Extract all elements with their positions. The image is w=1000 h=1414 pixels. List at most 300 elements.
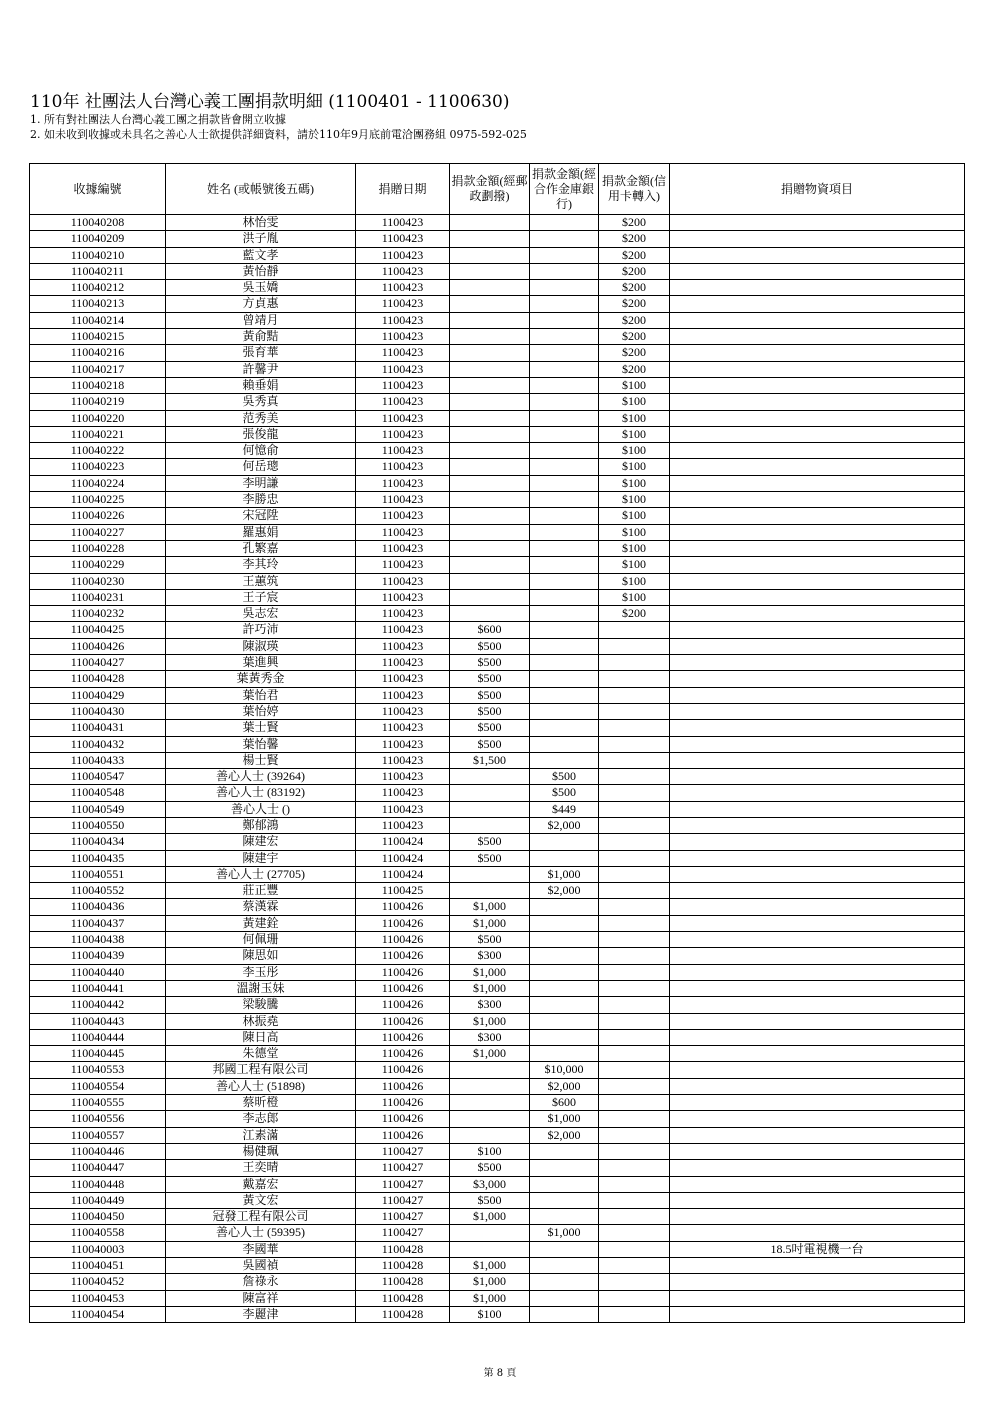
receipt-number-cell: 110040554 xyxy=(30,1078,166,1094)
donated-items-cell xyxy=(670,1029,965,1045)
donated-items-cell: 18.5吋電視機一台 xyxy=(670,1241,965,1257)
receipt-number-cell: 110040213 xyxy=(30,296,166,312)
donation-date-cell: 1100427 xyxy=(356,1225,450,1241)
table-row xyxy=(30,752,965,768)
table-row xyxy=(30,557,965,573)
donated-items-cell xyxy=(670,426,965,442)
donor-name-cell: 吳國禎 xyxy=(166,1258,356,1274)
table-row xyxy=(30,312,965,328)
donor-name-cell: 孔繁嘉 xyxy=(166,540,356,556)
table-row xyxy=(30,1029,965,1045)
bank-amount-cell xyxy=(530,377,599,393)
donated-items-cell xyxy=(670,410,965,426)
postal-amount-cell: $600 xyxy=(450,622,530,638)
table-row xyxy=(30,540,965,556)
bank-amount-cell xyxy=(530,655,599,671)
bank-amount-cell xyxy=(530,443,599,459)
table-row xyxy=(30,1046,965,1062)
donor-name-cell: 葉怡婷 xyxy=(166,703,356,719)
receipt-number-cell: 110040443 xyxy=(30,1013,166,1029)
card-amount-cell xyxy=(599,671,670,687)
donated-items-cell xyxy=(670,915,965,931)
donation-date-cell: 1100423 xyxy=(356,443,450,459)
donated-items-cell xyxy=(670,1013,965,1029)
postal-amount-cell: $1,000 xyxy=(450,1290,530,1306)
table-row xyxy=(30,1258,965,1274)
table-row xyxy=(30,573,965,589)
bank-amount-cell xyxy=(530,622,599,638)
donated-items-cell xyxy=(670,377,965,393)
receipt-number-cell: 110040003 xyxy=(30,1241,166,1257)
card-amount-cell xyxy=(599,850,670,866)
donated-items-cell xyxy=(670,1111,965,1127)
donor-name-cell: 賴垂娟 xyxy=(166,377,356,393)
receipt-number-cell: 110040223 xyxy=(30,459,166,475)
bank-amount-cell: $1,000 xyxy=(530,866,599,882)
card-amount-cell: $100 xyxy=(599,492,670,508)
donated-items-cell xyxy=(670,1209,965,1225)
donor-name-cell: 朱德堂 xyxy=(166,1046,356,1062)
postal-amount-cell xyxy=(450,801,530,817)
card-amount-cell: $100 xyxy=(599,377,670,393)
postal-amount-cell: $500 xyxy=(450,1160,530,1176)
bank-amount-cell xyxy=(530,964,599,980)
card-amount-cell xyxy=(599,1029,670,1045)
bank-amount-cell xyxy=(530,834,599,850)
donated-items-cell xyxy=(670,817,965,833)
donation-date-cell: 1100423 xyxy=(356,215,450,231)
table-row xyxy=(30,247,965,263)
donated-items-cell xyxy=(670,475,965,491)
receipt-number-cell: 110040216 xyxy=(30,345,166,361)
card-amount-cell xyxy=(599,899,670,915)
receipt-number-cell: 110040447 xyxy=(30,1160,166,1176)
donor-name-cell: 善心人士 () xyxy=(166,801,356,817)
table-row xyxy=(30,703,965,719)
donated-items-cell xyxy=(670,524,965,540)
donor-name-cell: 李勝忠 xyxy=(166,492,356,508)
card-amount-cell: $200 xyxy=(599,361,670,377)
postal-amount-cell xyxy=(450,1111,530,1127)
donation-date-cell: 1100426 xyxy=(356,1013,450,1029)
receipt-number-cell: 110040224 xyxy=(30,475,166,491)
receipt-number-cell: 110040446 xyxy=(30,1143,166,1159)
card-amount-cell xyxy=(599,1225,670,1241)
bank-amount-cell: $2,000 xyxy=(530,1078,599,1094)
donor-name-cell: 王奕晴 xyxy=(166,1160,356,1176)
postal-amount-cell xyxy=(450,866,530,882)
donated-items-cell xyxy=(670,752,965,768)
receipt-number-cell: 110040212 xyxy=(30,280,166,296)
bank-amount-cell xyxy=(530,231,599,247)
postal-amount-cell: $500 xyxy=(450,638,530,654)
donated-items-cell xyxy=(670,1160,965,1176)
bank-amount-cell: $2,000 xyxy=(530,817,599,833)
donation-date-cell: 1100423 xyxy=(356,801,450,817)
donation-date-cell: 1100424 xyxy=(356,834,450,850)
donor-name-cell: 楊健珮 xyxy=(166,1143,356,1159)
card-amount-cell: $100 xyxy=(599,459,670,475)
donation-date-cell: 1100423 xyxy=(356,508,450,524)
table-row xyxy=(30,426,965,442)
receipt-number-cell: 110040221 xyxy=(30,426,166,442)
card-amount-cell xyxy=(599,622,670,638)
bank-amount-cell xyxy=(530,1176,599,1192)
card-amount-cell: $100 xyxy=(599,475,670,491)
col-postal-amount: 捐款金額(經郵政劃撥) xyxy=(450,164,530,215)
table-row xyxy=(30,459,965,475)
table-row xyxy=(30,964,965,980)
col-bank-amount: 捐款金額(經合作金庫銀行) xyxy=(530,164,599,215)
bank-amount-cell xyxy=(530,426,599,442)
donation-date-cell: 1100423 xyxy=(356,736,450,752)
bank-amount-cell xyxy=(530,459,599,475)
receipt-number-cell: 110040429 xyxy=(30,687,166,703)
donation-date-cell: 1100426 xyxy=(356,932,450,948)
document-header xyxy=(30,92,970,142)
table-row xyxy=(30,655,965,671)
card-amount-cell: $100 xyxy=(599,508,670,524)
receipt-number-cell: 110040219 xyxy=(30,394,166,410)
card-amount-cell xyxy=(599,769,670,785)
donor-name-cell: 戴嘉宏 xyxy=(166,1176,356,1192)
bank-amount-cell xyxy=(530,312,599,328)
bank-amount-cell xyxy=(530,280,599,296)
postal-amount-cell xyxy=(450,817,530,833)
receipt-number-cell: 110040222 xyxy=(30,443,166,459)
table-row xyxy=(30,932,965,948)
donor-name-cell: 李明謙 xyxy=(166,475,356,491)
donation-date-cell: 1100423 xyxy=(356,606,450,622)
receipt-number-cell: 110040209 xyxy=(30,231,166,247)
donor-name-cell: 冠發工程有限公司 xyxy=(166,1209,356,1225)
donated-items-cell xyxy=(670,687,965,703)
bank-amount-cell xyxy=(530,508,599,524)
table-row xyxy=(30,1225,965,1241)
table-row xyxy=(30,687,965,703)
table-row xyxy=(30,769,965,785)
card-amount-cell xyxy=(599,915,670,931)
donor-name-cell: 善心人士 (83192) xyxy=(166,785,356,801)
postal-amount-cell xyxy=(450,215,530,231)
receipt-number-cell: 110040448 xyxy=(30,1176,166,1192)
donation-date-cell: 1100423 xyxy=(356,312,450,328)
card-amount-cell xyxy=(599,638,670,654)
card-amount-cell: $200 xyxy=(599,263,670,279)
card-amount-cell: $100 xyxy=(599,410,670,426)
donation-date-cell: 1100423 xyxy=(356,817,450,833)
receipt-number-cell: 110040230 xyxy=(30,573,166,589)
donor-name-cell: 蔡昕橙 xyxy=(166,1095,356,1111)
table-row xyxy=(30,329,965,345)
donor-name-cell: 江素滿 xyxy=(166,1127,356,1143)
receipt-number-cell: 110040454 xyxy=(30,1306,166,1322)
donor-name-cell: 李國華 xyxy=(166,1241,356,1257)
donation-date-cell: 1100427 xyxy=(356,1209,450,1225)
table-row xyxy=(30,948,965,964)
table-row xyxy=(30,638,965,654)
bank-amount-cell xyxy=(530,361,599,377)
table-row xyxy=(30,720,965,736)
donated-items-cell xyxy=(670,345,965,361)
donor-name-cell: 張俊龍 xyxy=(166,426,356,442)
receipt-number-cell: 110040214 xyxy=(30,312,166,328)
table-row xyxy=(30,622,965,638)
donor-name-cell: 范秀美 xyxy=(166,410,356,426)
donated-items-cell xyxy=(670,671,965,687)
donation-date-cell: 1100423 xyxy=(356,638,450,654)
bank-amount-cell xyxy=(530,1258,599,1274)
bank-amount-cell: $10,000 xyxy=(530,1062,599,1078)
postal-amount-cell xyxy=(450,377,530,393)
donation-date-cell: 1100426 xyxy=(356,1127,450,1143)
bank-amount-cell: $1,000 xyxy=(530,1225,599,1241)
card-amount-cell: $100 xyxy=(599,540,670,556)
donor-name-cell: 林怡雯 xyxy=(166,215,356,231)
receipt-number-cell: 110040425 xyxy=(30,622,166,638)
postal-amount-cell xyxy=(450,280,530,296)
donor-name-cell: 何岳璁 xyxy=(166,459,356,475)
postal-amount-cell xyxy=(450,492,530,508)
donor-name-cell: 黃建銓 xyxy=(166,915,356,931)
table-row xyxy=(30,1241,965,1257)
donated-items-cell xyxy=(670,622,965,638)
donated-items-cell xyxy=(670,1143,965,1159)
donor-name-cell: 吳秀真 xyxy=(166,394,356,410)
bank-amount-cell: $500 xyxy=(530,785,599,801)
table-row xyxy=(30,866,965,882)
card-amount-cell xyxy=(599,1143,670,1159)
donated-items-cell xyxy=(670,883,965,899)
card-amount-cell: $200 xyxy=(599,606,670,622)
receipt-number-cell: 110040217 xyxy=(30,361,166,377)
receipt-number-cell: 110040555 xyxy=(30,1095,166,1111)
receipt-number-cell: 110040232 xyxy=(30,606,166,622)
bank-amount-cell xyxy=(530,703,599,719)
donated-items-cell xyxy=(670,540,965,556)
card-amount-cell xyxy=(599,1209,670,1225)
table-row xyxy=(30,1078,965,1094)
bank-amount-cell xyxy=(530,1143,599,1159)
bank-amount-cell xyxy=(530,589,599,605)
postal-amount-cell: $500 xyxy=(450,834,530,850)
card-amount-cell: $200 xyxy=(599,215,670,231)
donor-name-cell: 何憶俞 xyxy=(166,443,356,459)
table-row xyxy=(30,345,965,361)
postal-amount-cell: $1,000 xyxy=(450,1209,530,1225)
receipt-number-cell: 110040442 xyxy=(30,997,166,1013)
receipt-number-cell: 110040431 xyxy=(30,720,166,736)
donor-name-cell: 李志郎 xyxy=(166,1111,356,1127)
table-row xyxy=(30,1127,965,1143)
donated-items-cell xyxy=(670,655,965,671)
bank-amount-cell xyxy=(530,1209,599,1225)
postal-amount-cell: $1,000 xyxy=(450,1046,530,1062)
donor-name-cell: 李麗津 xyxy=(166,1306,356,1322)
donation-date-cell: 1100423 xyxy=(356,410,450,426)
postal-amount-cell: $500 xyxy=(450,720,530,736)
receipt-number-cell: 110040434 xyxy=(30,834,166,850)
card-amount-cell: $100 xyxy=(599,426,670,442)
postal-amount-cell xyxy=(450,475,530,491)
donation-date-cell: 1100426 xyxy=(356,980,450,996)
donated-items-cell xyxy=(670,899,965,915)
postal-amount-cell: $500 xyxy=(450,671,530,687)
card-amount-cell: $200 xyxy=(599,329,670,345)
bank-amount-cell xyxy=(530,296,599,312)
postal-amount-cell: $1,500 xyxy=(450,752,530,768)
card-amount-cell xyxy=(599,1176,670,1192)
table-row xyxy=(30,377,965,393)
bank-amount-cell xyxy=(530,638,599,654)
donor-name-cell: 鄭郁鴻 xyxy=(166,817,356,833)
donation-date-cell: 1100423 xyxy=(356,557,450,573)
donor-name-cell: 梁駿騰 xyxy=(166,997,356,1013)
table-row xyxy=(30,263,965,279)
postal-amount-cell: $1,000 xyxy=(450,1258,530,1274)
donated-items-cell xyxy=(670,247,965,263)
table-row xyxy=(30,394,965,410)
postal-amount-cell xyxy=(450,1225,530,1241)
bank-amount-cell xyxy=(530,475,599,491)
donation-date-cell: 1100423 xyxy=(356,247,450,263)
donor-name-cell: 吳志宏 xyxy=(166,606,356,622)
donated-items-cell xyxy=(670,573,965,589)
col-donation-date: 捐贈日期 xyxy=(356,164,450,215)
bank-amount-cell xyxy=(530,720,599,736)
table-row xyxy=(30,671,965,687)
table-row xyxy=(30,508,965,524)
donation-date-cell: 1100423 xyxy=(356,377,450,393)
donation-date-cell: 1100423 xyxy=(356,655,450,671)
donated-items-cell xyxy=(670,361,965,377)
donation-date-cell: 1100423 xyxy=(356,329,450,345)
postal-amount-cell xyxy=(450,361,530,377)
bank-amount-cell xyxy=(530,671,599,687)
receipt-number-cell: 110040553 xyxy=(30,1062,166,1078)
card-amount-cell xyxy=(599,1078,670,1094)
bank-amount-cell xyxy=(530,557,599,573)
receipt-number-cell: 110040548 xyxy=(30,785,166,801)
postal-amount-cell xyxy=(450,345,530,361)
postal-amount-cell: $1,000 xyxy=(450,964,530,980)
bank-amount-cell xyxy=(530,687,599,703)
bank-amount-cell: $449 xyxy=(530,801,599,817)
donor-name-cell: 陳日高 xyxy=(166,1029,356,1045)
donation-date-cell: 1100423 xyxy=(356,263,450,279)
donor-name-cell: 洪子胤 xyxy=(166,231,356,247)
donated-items-cell xyxy=(670,964,965,980)
postal-amount-cell: $1,000 xyxy=(450,980,530,996)
bank-amount-cell xyxy=(530,524,599,540)
donation-date-cell: 1100423 xyxy=(356,394,450,410)
table-row xyxy=(30,1013,965,1029)
card-amount-cell: $100 xyxy=(599,557,670,573)
donor-name-cell: 羅惠娟 xyxy=(166,524,356,540)
receipt-number-cell: 110040433 xyxy=(30,752,166,768)
donated-items-cell xyxy=(670,834,965,850)
donation-date-cell: 1100423 xyxy=(356,296,450,312)
card-amount-cell xyxy=(599,883,670,899)
postal-amount-cell: $500 xyxy=(450,736,530,752)
donor-name-cell: 葉黃秀金 xyxy=(166,671,356,687)
postal-amount-cell xyxy=(450,459,530,475)
card-amount-cell xyxy=(599,1095,670,1111)
donor-name-cell: 李玉彤 xyxy=(166,964,356,980)
postal-amount-cell: $300 xyxy=(450,997,530,1013)
postal-amount-cell xyxy=(450,394,530,410)
table-row xyxy=(30,280,965,296)
postal-amount-cell xyxy=(450,329,530,345)
donation-date-cell: 1100426 xyxy=(356,1095,450,1111)
donated-items-cell xyxy=(670,801,965,817)
donation-date-cell: 1100423 xyxy=(356,280,450,296)
donated-items-cell xyxy=(670,492,965,508)
bank-amount-cell xyxy=(530,1241,599,1257)
bank-amount-cell xyxy=(530,1306,599,1322)
donated-items-cell xyxy=(670,280,965,296)
card-amount-cell xyxy=(599,866,670,882)
card-amount-cell xyxy=(599,736,670,752)
bank-amount-cell xyxy=(530,329,599,345)
table-body xyxy=(30,215,965,1323)
donation-date-cell: 1100426 xyxy=(356,948,450,964)
table-row xyxy=(30,883,965,899)
receipt-number-cell: 110040441 xyxy=(30,980,166,996)
postal-amount-cell xyxy=(450,296,530,312)
donated-items-cell xyxy=(670,736,965,752)
receipt-number-cell: 110040557 xyxy=(30,1127,166,1143)
postal-amount-cell: $3,000 xyxy=(450,1176,530,1192)
table-row xyxy=(30,801,965,817)
donor-name-cell: 曾靖月 xyxy=(166,312,356,328)
donated-items-cell xyxy=(670,1290,965,1306)
bank-amount-cell xyxy=(530,410,599,426)
postal-amount-cell: $1,000 xyxy=(450,899,530,915)
card-amount-cell: $100 xyxy=(599,443,670,459)
postal-amount-cell: $1,000 xyxy=(450,915,530,931)
donated-items-cell xyxy=(670,932,965,948)
receipt-number-cell: 110040435 xyxy=(30,850,166,866)
postal-amount-cell xyxy=(450,557,530,573)
donated-items-cell xyxy=(670,850,965,866)
receipt-number-cell: 110040453 xyxy=(30,1290,166,1306)
donation-date-cell: 1100423 xyxy=(356,573,450,589)
donation-date-cell: 1100427 xyxy=(356,1192,450,1208)
receipt-number-cell: 110040547 xyxy=(30,769,166,785)
receipt-number-cell: 110040437 xyxy=(30,915,166,931)
bank-amount-cell xyxy=(530,932,599,948)
bank-amount-cell xyxy=(530,915,599,931)
donated-items-cell xyxy=(670,866,965,882)
card-amount-cell xyxy=(599,932,670,948)
donation-date-cell: 1100423 xyxy=(356,475,450,491)
postal-amount-cell: $1,000 xyxy=(450,1013,530,1029)
card-amount-cell: $200 xyxy=(599,247,670,263)
donated-items-cell xyxy=(670,1127,965,1143)
card-amount-cell xyxy=(599,655,670,671)
card-amount-cell xyxy=(599,785,670,801)
table-row xyxy=(30,606,965,622)
postal-amount-cell: $1,000 xyxy=(450,1274,530,1290)
donated-items-cell xyxy=(670,296,965,312)
bank-amount-cell xyxy=(530,1013,599,1029)
donation-date-cell: 1100423 xyxy=(356,524,450,540)
receipt-number-cell: 110040227 xyxy=(30,524,166,540)
card-amount-cell xyxy=(599,1241,670,1257)
donation-date-cell: 1100428 xyxy=(356,1241,450,1257)
receipt-number-cell: 110040215 xyxy=(30,329,166,345)
